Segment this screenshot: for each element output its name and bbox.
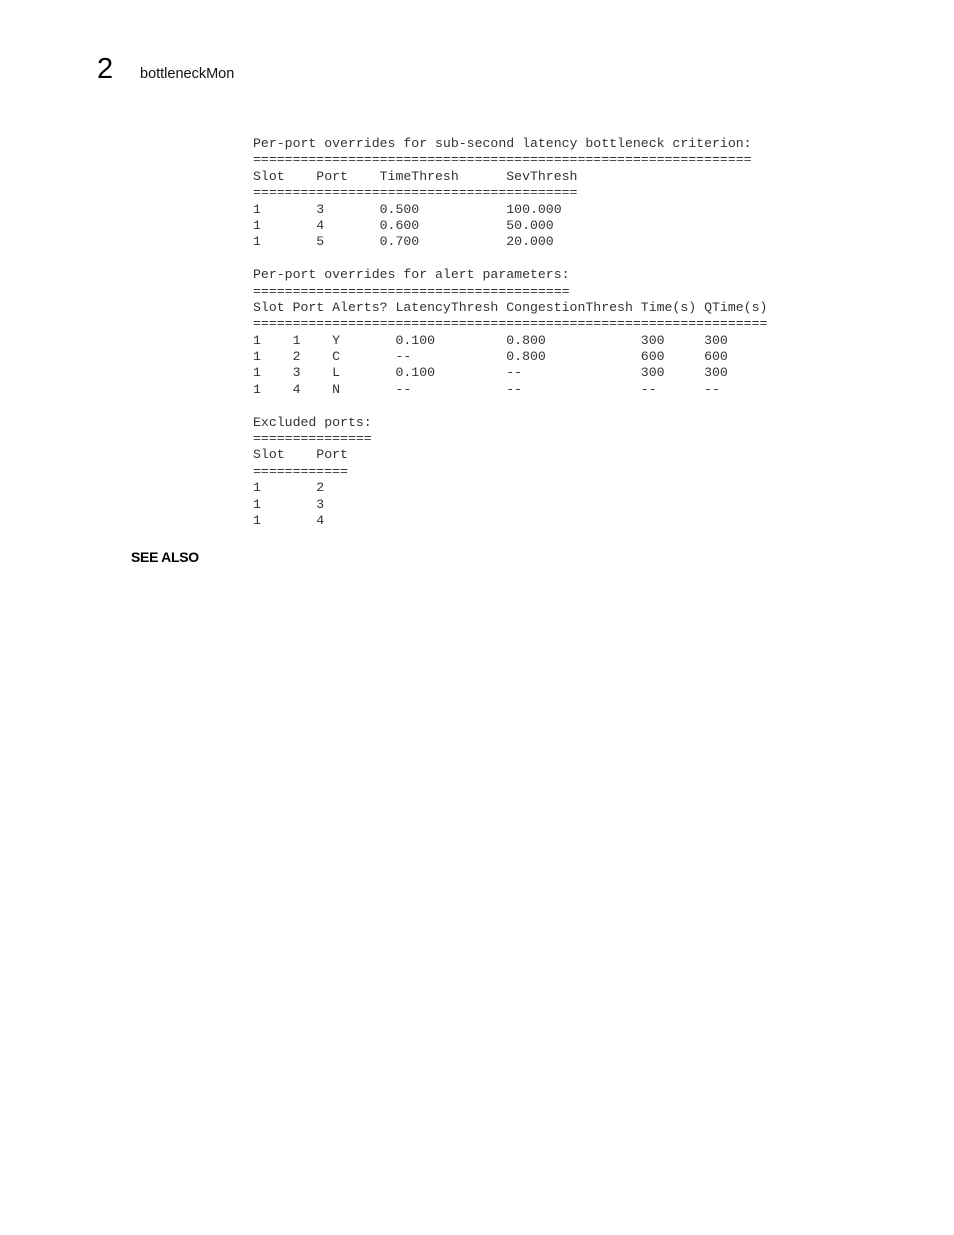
code-line: Per-port overrides for alert parameters: [253, 267, 570, 283]
code-line: =============== [253, 431, 372, 447]
code-line: Slot Port TimeThresh SevThresh [253, 168, 578, 184]
running-head-title: bottleneckMon [140, 66, 235, 82]
code-line [253, 251, 767, 267]
chapter-number: 2 [97, 53, 114, 85]
code-line: 1 3 [253, 496, 325, 512]
see-also-heading: SEE ALSO [131, 549, 199, 565]
code-line: 1 3 L 0.100 -- 300 300 [253, 365, 728, 381]
code-line: 1 2 [253, 480, 325, 496]
code-line: 1 4 N -- -- -- -- [253, 381, 720, 397]
code-line: Slot Port Alerts? LatencyThresh CongestionThresh Time(s) QTime(s) [253, 299, 768, 315]
code-line: Slot Port [253, 447, 348, 463]
code-line: =============================================================== [253, 152, 752, 168]
code-line: 1 4 0.600 50.000 [253, 217, 554, 233]
code-line: 1 3 0.500 100.000 [253, 201, 562, 217]
code-line: ========================================= [253, 185, 578, 201]
command-output-block [253, 136, 767, 529]
code-line: 1 2 C -- 0.800 600 600 [253, 349, 728, 365]
code-line: ======================================== [253, 283, 570, 299]
code-line: 1 4 [253, 512, 325, 528]
code-line: ============ [253, 463, 348, 479]
code-line [253, 398, 767, 414]
code-line: 1 5 0.700 20.000 [253, 234, 554, 250]
code-line: Per-port overrides for sub-second latency bottleneck criterion: [253, 136, 752, 151]
code-line: ================================================================= [253, 316, 768, 332]
code-line: Excluded ports: [253, 414, 372, 430]
code-line: 1 1 Y 0.100 0.800 300 300 [253, 332, 728, 348]
